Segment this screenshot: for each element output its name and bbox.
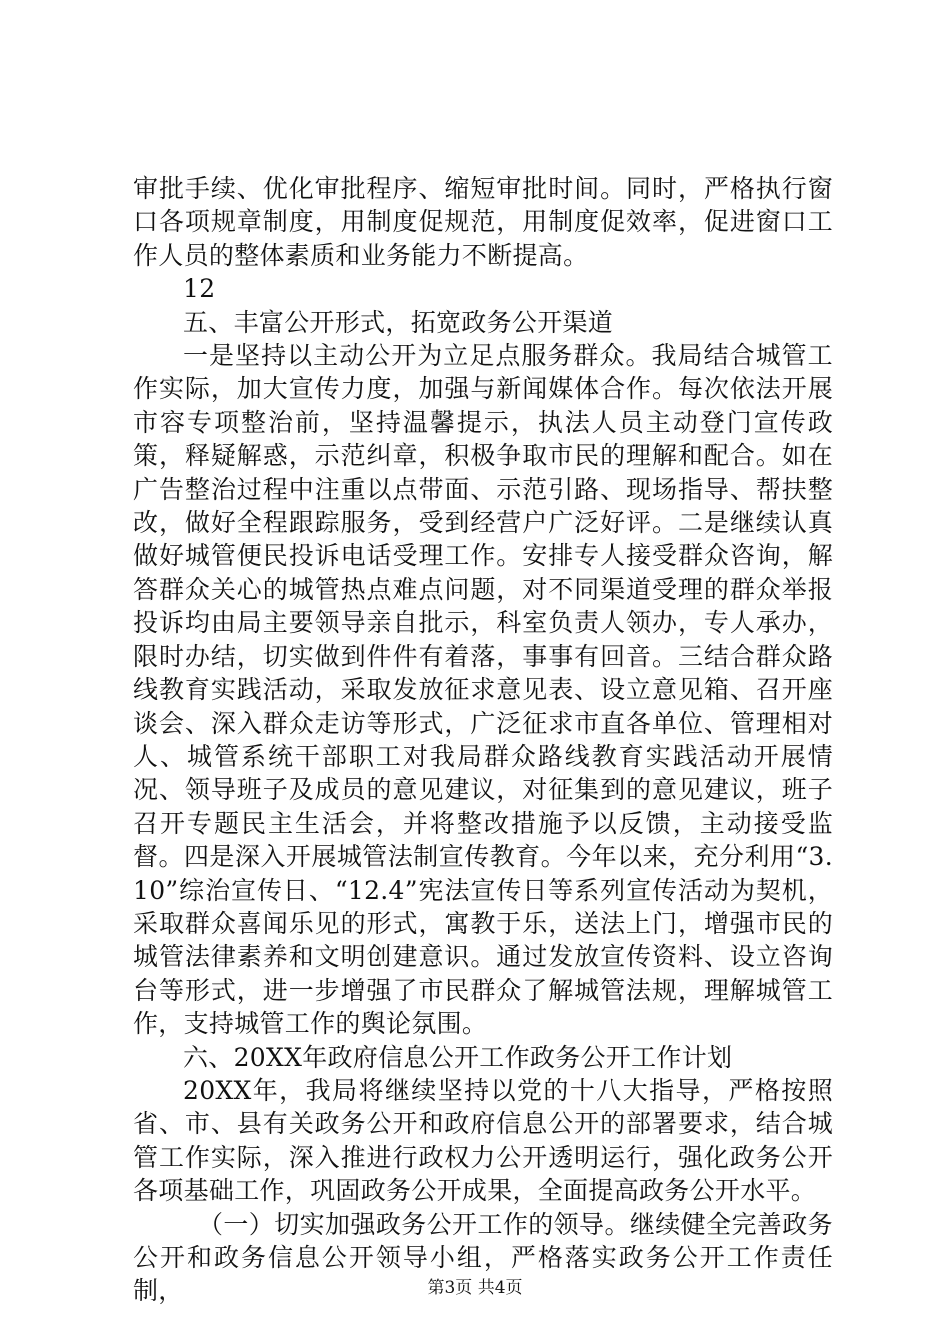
page-footer: 第3页 共4页 (427, 1278, 523, 1298)
paragraph-plan: 20XX年，我局将继续坚持以党的十八大指导，严格按照省、市、县有关政务公开和政府信息公开的部署要求，结合城管工作实际，深入推进行政权力公开透明运行，强化政务公开各项基础工作，巩固政务公开成果，全面提高政务公开水平。 (133, 1075, 833, 1206)
document-body (133, 172, 833, 1308)
paragraph-public-service: 一是坚持以主动公开为立足点服务群众。我局结合城管工作实际，加大宣传力度，加强与新闻媒体合作。每次依法开展市容专项整治前，坚持温馨提示，执法人员主动登门宣传政策，释疑解惑，示范纠章，积极争取市民的理解和配合。如在广告整治过程中注重以点带面、示范引路、现场指导、帮扶整改，做好全程跟踪服务，受到经营户广泛好评。二是继续认真做好城管便民投诉电话受理工作。安排专人接受群众咨询，解答群众关心的城管热点难点问题，对不同渠道受理的群众举报投诉均由局主要领导亲自批示，科室负责人领办，专人承办，限时办结，切实做到件件有着落，事事有回音。三结合群众路线教育实践活动，采取发放征求意见表、设立意见箱、召开座谈会、深入群众走访等形式，广泛征求市直各单位、管理相对人、城管系统干部职工对我局群众路线教育实践活动开展情况、领导班子及成员的意见建议，对征集到的意见建议，班子召开专题民主生活会，并将整改措施予以反馈，主动接受监督。四是深入开展城管法制宣传教育。今年以来，充分利用“3.10”综治宣传日、“12.4”宪法宣传日等系列宣传活动为契机，采取群众喜闻乐见的形式，寓教于乐，送法上门，增强市民的城管法律素养和文明创建意识。通过发放宣传资料、设立咨询台等形式，进一步增强了市民群众了解城管法规，理解城管工作，支持城管工作的舆论氛围。 (133, 341, 833, 1039)
paragraph-leadership: （一）切实加强政务公开工作的领导。继续健全完善政务公开和政务信息公开领导小组，严格落实政务公开工作责任制， (133, 1209, 833, 1306)
stray-number: 12 (183, 274, 216, 304)
section-heading-6: 六、20XX年政府信息公开工作政务公开工作计划 (183, 1042, 733, 1072)
section-heading-5: 五、丰富公开形式，拓宽政务公开渠道 (183, 307, 614, 337)
paragraph-approval-continuation: 审批手续、优化审批程序、缩短审批时间。同时，严格执行窗口各项规章制度，用制度促规范，用制度促效率，促进窗口工作人员的整体素质和业务能力不断提高。 (133, 174, 833, 270)
